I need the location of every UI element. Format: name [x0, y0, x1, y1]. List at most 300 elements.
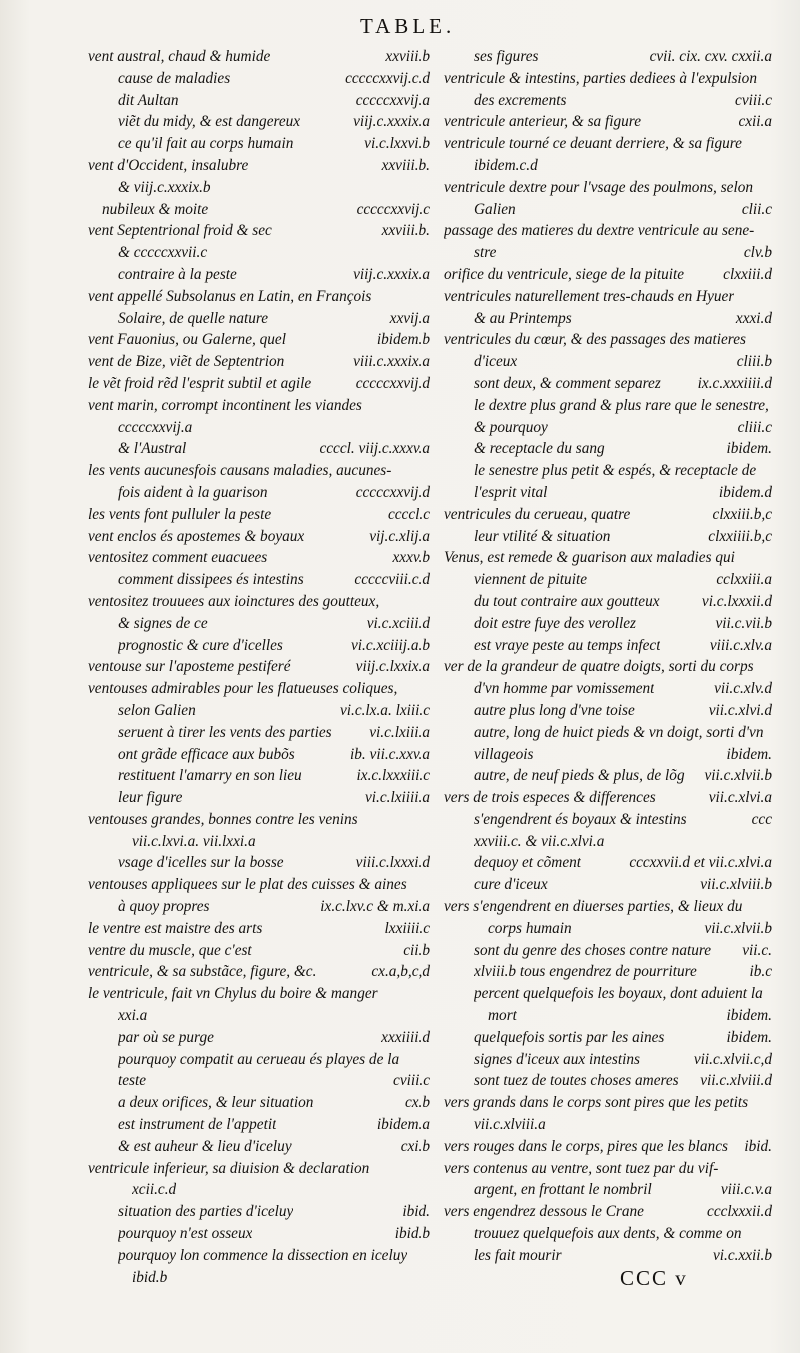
index-entry	[88, 395, 430, 417]
index-entry-reference: clxxiii.b,c	[712, 505, 772, 523]
index-entry-reference: viii.c.lxxxi.d	[355, 854, 430, 872]
index-entry-reference: vij.c.xlij.a	[369, 527, 430, 545]
index-entry	[88, 242, 430, 264]
index-entry-reference: xxxi.d	[735, 309, 772, 327]
index-entry	[444, 286, 772, 308]
index-entry-text: ventricule & intestins, parties dediees à l'expulsion	[444, 69, 757, 87]
index-entry-reference: ib. vii.c.xxv.a	[350, 745, 430, 763]
index-entry	[88, 1158, 430, 1180]
index-entry-text: dequoy et cõment	[474, 854, 582, 872]
index-entry-reference: vii.c.xlvii.b	[704, 919, 772, 937]
index-entry-text: vent enclos és apostemes & boyaux	[88, 527, 305, 545]
index-entry-text: vent Fauonius, ou Galerne, quel	[88, 331, 286, 349]
index-entry	[88, 351, 430, 373]
index-entry-text: ventricule anterieur, & sa figure	[444, 113, 641, 131]
index-entry	[444, 787, 772, 809]
index-entry	[88, 1136, 430, 1158]
index-entry-reference: cliii.c	[737, 418, 772, 436]
index-entry	[444, 1201, 772, 1223]
index-entry-reference: cvii. cix. cxv. cxxii.a	[649, 48, 772, 65]
index-entry-reference: xxviii.b.	[381, 156, 430, 174]
index-entry	[444, 744, 772, 766]
index-entry	[444, 68, 772, 90]
index-entry-reference: viij.c.lxxix.a	[355, 658, 430, 676]
index-entry	[88, 526, 430, 548]
index-entry	[444, 460, 772, 482]
index-entry-text: ventouses admirables pour les flatueuses coliques,	[88, 680, 398, 698]
index-entry	[444, 308, 772, 330]
index-entry	[444, 90, 772, 112]
index-entry	[88, 635, 430, 657]
index-entry-reference: vi.c.lx.a. lxiii.c	[339, 701, 430, 719]
index-entry	[88, 569, 430, 591]
index-entry	[88, 133, 430, 155]
index-entry-reference: ibid.b	[394, 1225, 430, 1243]
index-entry	[88, 1179, 430, 1201]
index-entry	[88, 482, 430, 504]
index-entry	[88, 329, 430, 351]
index-entry-reference: ibidem.	[726, 1028, 772, 1046]
index-entry-text: vers s'engendrent en diuerses parties, & lieux du	[444, 898, 743, 916]
index-entry	[444, 526, 772, 548]
index-entry-text: viennent de pituite	[474, 571, 587, 589]
index-entry-reference: ccc	[751, 810, 772, 828]
index-entry	[88, 373, 430, 395]
index-entry-text: pourquoy lon commence la dissection en iceluy	[118, 1246, 408, 1264]
index-entry-text: prognostic & cure d'icelles	[118, 636, 283, 654]
index-entry-text: vii.c.xlviii.a	[474, 1116, 546, 1134]
index-entry-reference: ix.c.lxxxiii.c	[356, 767, 430, 785]
index-entry-text: le ventre est maistre des arts	[88, 919, 263, 937]
index-entry	[444, 1179, 772, 1201]
index-entry-text: Venus, est remede & guarison aux maladies qui	[444, 549, 735, 567]
index-entry-reference: ibidem.	[726, 745, 772, 763]
index-entry-reference: vii.c.xlvi.d	[708, 701, 772, 719]
index-entry-text: & au Printemps	[474, 309, 572, 327]
index-entry	[444, 635, 772, 657]
index-entry	[88, 940, 430, 962]
index-entry-text: le senestre plus petit & espés, & receptacle de	[474, 462, 757, 480]
index-entry	[88, 460, 430, 482]
index-entry	[444, 438, 772, 460]
index-entry	[88, 722, 430, 744]
index-entry-text: ventricule, & sa substãce, figure, &c.	[88, 963, 317, 981]
index-entry-text: vent austral, chaud & humide	[88, 48, 271, 65]
index-entry-text: par où se purge	[118, 1028, 214, 1046]
index-entry-reference: xxxv.b	[392, 549, 430, 567]
index-entry-text: stre	[474, 244, 497, 262]
index-entry	[88, 286, 430, 308]
index-entry-reference: viii.c.xxxix.a	[353, 353, 430, 371]
index-entry-reference: ix.c.xxxiiii.d	[697, 374, 772, 392]
index-entry	[88, 46, 430, 68]
index-entry-reference: cccccxxvij.c.d	[345, 69, 430, 87]
index-entry-text: & receptacle du sang	[474, 440, 605, 458]
index-entry	[444, 395, 772, 417]
index-entry	[444, 765, 772, 787]
index-entry-text: leur vtilité & situation	[474, 527, 611, 545]
index-entry	[88, 1049, 430, 1071]
index-entry-text: s'engendrent és boyaux & intestins	[474, 810, 687, 828]
index-entry-reference: ibidem.a	[376, 1116, 430, 1134]
index-entry-text: ventouses grandes, bonnes contre les venins	[88, 810, 358, 828]
index-entry-reference: cccccxxvij.c	[356, 200, 430, 218]
index-entry-reference: cviii.c	[735, 91, 772, 109]
index-entry-reference: ibidem.	[726, 440, 772, 458]
index-entry-text: & viij.c.xxxix.b	[118, 178, 211, 196]
index-entry-reference: vii.c.xlviii.b	[700, 876, 772, 894]
index-entry-text: autre plus long d'vne toise	[474, 701, 635, 719]
index-entry	[444, 874, 772, 896]
index-entry-text: vers engendrez dessous le Crane	[444, 1203, 644, 1221]
index-entry	[88, 199, 430, 221]
index-entry	[444, 199, 772, 221]
index-entry-text: Galien	[474, 200, 516, 218]
index-entry-text: contraire à la peste	[118, 265, 237, 283]
index-entry-reference: ibidem.d	[718, 483, 772, 501]
index-entry-text: ventre du muscle, que c'est	[88, 941, 252, 959]
index-entry-reference: cccxxvii.d et vii.c.xlvi.a	[629, 854, 772, 872]
index-entry	[444, 983, 772, 1005]
index-entry	[444, 831, 772, 853]
index-entry-text: ibidem.c.d	[474, 156, 538, 174]
index-entry	[444, 1245, 772, 1267]
index-entry-text: quelquefois sortis par les aines	[474, 1028, 665, 1046]
index-entry-reference: vii.c.xlv.d	[714, 680, 772, 698]
index-entry	[444, 569, 772, 591]
index-entry-text: seruent à tirer les vents des parties	[118, 723, 332, 741]
index-entry-reference: viii.c.v.a	[720, 1181, 772, 1199]
index-entry-reference: vii.c.xlvii.c,d	[693, 1050, 772, 1068]
index-entry-text: leur figure	[118, 789, 183, 807]
index-entry-text: & signes de ce	[118, 614, 208, 632]
index-entry-text: ventricules du cœur, & des passages des matieres	[444, 331, 746, 349]
index-entry-reference: cii.b	[403, 941, 430, 959]
index-entry	[88, 831, 430, 853]
index-entry	[88, 1114, 430, 1136]
index-entry-reference: cccccxxvij.a	[355, 91, 430, 109]
index-entry-reference: vi.c.lxxvi.b	[364, 135, 430, 153]
index-entry-reference: ix.c.lxv.c & m.xi.a	[320, 898, 430, 916]
index-entry-text: pourquoy compatit au cerueau és playes de la	[118, 1050, 400, 1068]
index-entry	[444, 613, 772, 635]
index-entry	[444, 1049, 772, 1071]
index-entry	[444, 329, 772, 351]
index-entry	[444, 896, 772, 918]
index-entry-text: situation des parties d'iceluy	[118, 1203, 294, 1221]
index-entry	[88, 177, 430, 199]
index-entry-reference: clxxiiii.b,c	[708, 527, 772, 545]
index-entry-text: autre, de neuf pieds & plus, de lõg	[474, 767, 685, 785]
index-entry-text: est vraye peste au temps infect	[474, 636, 661, 654]
index-entry-text: & pourquoy	[474, 418, 548, 436]
index-entry	[444, 155, 772, 177]
index-entry-reference: viii.c.xlv.a	[709, 636, 772, 654]
index-entry-reference: cliii.b	[736, 353, 772, 371]
index-entry-text: cccccxxvij.a	[118, 418, 193, 436]
index-entry-text: percent quelquefois les boyaux, dont aduient la	[474, 985, 763, 1003]
index-entry	[444, 220, 772, 242]
index-entry	[88, 591, 430, 613]
index-entry-reference: vii.c.xlviii.d	[700, 1072, 772, 1090]
index-entry-text: vsage d'icelles sur la bosse	[118, 854, 284, 872]
index-entry	[444, 242, 772, 264]
index-entry-reference: ibidem.b	[376, 331, 430, 349]
index-entry-text: fois aident à la guarison	[118, 483, 268, 501]
index-entry-reference: ibidem.	[726, 1007, 772, 1025]
index-entry-text: d'vn homme par vomissement	[474, 680, 655, 698]
index-entry-text: ventricule inferieur, sa diuision & declaration	[88, 1159, 370, 1177]
index-entry-reference: ib.c	[749, 963, 772, 981]
catchword: CCC v	[620, 1266, 688, 1290]
index-entry-text: passage des matieres du dextre ventricule au sene-	[444, 222, 755, 240]
index-entry	[444, 264, 772, 286]
index-entry-text: est instrument de l'appetit	[118, 1116, 277, 1134]
index-entry	[88, 1005, 430, 1027]
index-entry-reference: cccccxxvij.d	[355, 374, 430, 392]
index-entry-text: vent Septentrional froid & sec	[88, 222, 272, 240]
index-entry-reference: vi.c.lxiiii.a	[365, 789, 430, 807]
index-entry-reference: lxxiiii.c	[384, 919, 430, 937]
index-entry-text: vii.c.lxvi.a. vii.lxxi.a	[132, 832, 256, 850]
index-entry-reference: clv.b	[743, 244, 772, 262]
index-entry-text: les fait mourir	[474, 1246, 562, 1264]
index-entry	[444, 417, 772, 439]
index-entry-text: dit Aultan	[118, 91, 179, 109]
index-entry	[444, 700, 772, 722]
index-entry	[444, 809, 772, 831]
index-entry-text: trouuez quelquefois aux dents, & comme on	[474, 1225, 742, 1243]
index-entry-reference: cclxxiii.a	[716, 571, 772, 589]
index-entry	[88, 613, 430, 635]
index-entry-text: ver de la grandeur de quatre doigts, sorti du corps	[444, 658, 754, 676]
index-entry-text: xlviii.b tous engendrez de pourriture	[474, 963, 697, 981]
index-entry-text: d'iceux	[474, 353, 518, 371]
index-entry	[88, 983, 430, 1005]
index-entry-text: comment dissipees és intestins	[118, 571, 304, 589]
index-entry	[444, 373, 772, 395]
index-entry-reference: ccccl.c	[387, 505, 430, 523]
index-entry	[444, 1092, 772, 1114]
index-entry-text: vent appellé Subsolanus en Latin, en François	[88, 287, 372, 305]
index-entry-text: ibid.b	[132, 1268, 168, 1286]
index-entry-text: du tout contraire aux goutteux	[474, 592, 660, 610]
index-entry-text: cure d'iceux	[474, 876, 548, 894]
index-entry	[88, 504, 430, 526]
index-entry-text: & l'Austral	[118, 440, 187, 458]
index-entry	[444, 591, 772, 613]
index-entry-reference: cxi.b	[400, 1137, 430, 1155]
index-entry-text: vent de Bize, viẽt de Septentrion	[88, 353, 285, 371]
index-entry	[444, 1136, 772, 1158]
index-entry-reference: ibid.	[402, 1203, 430, 1221]
index-entry	[88, 1223, 430, 1245]
index-entry	[88, 809, 430, 831]
index-entry-text: pourquoy n'est osseux	[118, 1225, 253, 1243]
index-entry	[88, 547, 430, 569]
index-entry-reference: vii.c.xlvi.a	[708, 789, 772, 807]
index-entry-text: ses figures	[474, 48, 539, 65]
index-entry-text: vers rouges dans le corps, pires que les blancs	[444, 1137, 728, 1155]
index-entry	[444, 547, 772, 569]
index-entry	[88, 744, 430, 766]
index-entry-reference: cx.a,b,c,d	[371, 963, 430, 981]
index-entry	[444, 961, 772, 983]
index-entry	[88, 155, 430, 177]
index-entry	[88, 765, 430, 787]
index-entry-text: ventricules naturellement tres-chauds en Hyuer	[444, 287, 735, 305]
index-entry-text: ventricule tourné ce deuant derriere, & sa figure	[444, 135, 742, 153]
index-entry	[88, 961, 430, 983]
index-entry	[88, 656, 430, 678]
index-entry-text: restituent l'amarry en son lieu	[118, 767, 302, 785]
index-entry	[88, 1027, 430, 1049]
index-entry-reference: vi.c.xciiij.a.b	[350, 636, 430, 654]
index-entry	[444, 1114, 772, 1136]
index-entry-reference: vi.c.xxii.b	[712, 1246, 772, 1264]
index-entry-text: ce qu'il fait au corps humain	[118, 135, 294, 153]
index-entry-text: vers de trois especes & differences	[444, 789, 656, 807]
index-entry-text: les vents font pulluler la peste	[88, 505, 272, 523]
index-entry	[444, 656, 772, 678]
index-entry	[88, 438, 430, 460]
index-entry-reference: vii.c.xlvii.b	[704, 767, 772, 785]
index-entry	[88, 308, 430, 330]
index-entry	[444, 111, 772, 133]
index-entry-text: ont grãde efficace aux bubõs	[118, 745, 295, 763]
index-entry-text: & est auheur & lieu d'iceluy	[118, 1137, 292, 1155]
index-entry-text: xcii.c.d	[132, 1181, 177, 1199]
index-entry	[444, 940, 772, 962]
index-entry	[444, 133, 772, 155]
index-entry	[88, 1092, 430, 1114]
index-entry	[444, 504, 772, 526]
index-entry	[88, 68, 430, 90]
index-entry	[88, 417, 430, 439]
index-entry-text: doit estre fuye des verollez	[474, 614, 636, 632]
index-entry-text: ventositez trouuees aux ioinctures des goutteux,	[88, 592, 380, 610]
index-entry-text: sont tuez de toutes choses ameres	[474, 1072, 679, 1090]
index-entry	[88, 874, 430, 896]
index-entry	[88, 678, 430, 700]
index-entry-text: corps humain	[488, 919, 572, 937]
index-entry-text: ventouses appliquees sur le plat des cuisses & aines	[88, 876, 407, 894]
index-entry	[444, 1070, 772, 1092]
index-entry-reference: cxii.a	[738, 113, 772, 131]
index-entry-text: le ventricule, fait vn Chylus du boire & manger	[88, 985, 378, 1003]
index-entry-reference: clxxiii.d	[723, 265, 772, 283]
index-entry-reference: xxvij.a	[389, 309, 430, 327]
index-entry-reference: viij.c.xxxix.a	[353, 265, 430, 283]
index-column-left	[88, 46, 430, 1288]
index-entry-text: villageois	[474, 745, 534, 763]
index-entry-reference: vi.c.xciii.d	[366, 614, 430, 632]
index-entry-text: des excrements	[474, 91, 567, 109]
index-entry-text: cause de maladies	[118, 69, 231, 87]
index-entry-reference: cccccviii.c.d	[354, 571, 430, 589]
index-entry-text: l'esprit vital	[474, 483, 548, 501]
index-entry	[444, 678, 772, 700]
index-entry	[444, 177, 772, 199]
index-entry-text: ventricules du cerueau, quatre	[444, 505, 631, 523]
index-entry	[88, 220, 430, 242]
index-entry-text: & cccccxxvii.c	[118, 244, 208, 262]
index-entry	[444, 482, 772, 504]
index-entry-reference: ccccl. viij.c.xxxv.a	[319, 440, 430, 458]
index-entry-text: vent marin, corrompt incontinent les viandes	[88, 396, 362, 414]
index-entry-reference: xxviii.b.	[381, 222, 430, 240]
index-entry-reference: cccccxxvij.d	[355, 483, 430, 501]
index-entry	[88, 1245, 430, 1267]
index-entry	[444, 1005, 772, 1027]
index-entry-text: mort	[488, 1007, 517, 1025]
index-entry-text: signes d'iceux aux intestins	[474, 1050, 640, 1068]
index-entry-text: a deux orifices, & leur situation	[118, 1094, 314, 1112]
index-entry	[444, 918, 772, 940]
index-entry	[88, 90, 430, 112]
index-entry-text: ventositez comment euacuees	[88, 549, 268, 567]
index-entry	[88, 787, 430, 809]
index-entry	[444, 852, 772, 874]
index-entry-reference: cviii.c	[393, 1072, 430, 1090]
page-title: TABLE.	[360, 14, 456, 38]
index-entry-text: à quoy propres	[118, 898, 210, 916]
index-entry	[444, 1223, 772, 1245]
index-entry-reference: vi.c.lxxxii.d	[701, 592, 772, 610]
index-entry-text: xxi.a	[118, 1007, 148, 1025]
index-entry	[88, 1267, 430, 1289]
index-entry-text: nubileux & moite	[102, 200, 209, 218]
index-entry-text: sont deux, & comment separez	[474, 374, 661, 392]
index-entry	[444, 722, 772, 744]
index-entry	[88, 918, 430, 940]
index-entry-text: vent d'Occident, insalubre	[88, 156, 249, 174]
index-entry-reference: cx.b	[404, 1094, 430, 1112]
index-entry-reference: viij.c.xxxix.a	[353, 113, 430, 131]
index-entry	[88, 700, 430, 722]
index-entry	[88, 264, 430, 286]
index-entry-text: sont du genre des choses contre nature	[474, 941, 712, 959]
index-entry-reference: xxxiiii.d	[381, 1028, 430, 1046]
index-entry-text: viẽt du midy, & est dangereux	[118, 113, 301, 131]
index-entry-text: argent, en frottant le nombril	[474, 1181, 652, 1199]
index-entry-reference: ccclxxxii.d	[707, 1203, 772, 1221]
index-entry-text: vers grands dans le corps sont pires que les petits	[444, 1094, 749, 1112]
index-entry-text: Solaire, de quelle nature	[118, 309, 269, 327]
index-entry	[444, 46, 772, 68]
index-entry	[88, 1201, 430, 1223]
index-entry-text: vers contenus au ventre, sont tuez par du vif-	[444, 1159, 719, 1177]
index-entry	[88, 1070, 430, 1092]
index-entry	[444, 1158, 772, 1180]
index-entry	[444, 351, 772, 373]
index-entry	[88, 852, 430, 874]
index-entry-text: orifice du ventricule, siege de la pituite	[444, 265, 685, 283]
index-entry-text: teste	[118, 1072, 147, 1090]
index-entry-text: les vents aucunesfois causans maladies, aucunes-	[88, 462, 392, 480]
index-entry-text: ventricule dextre pour l'vsage des poulmons, selon	[444, 178, 753, 196]
index-entry-text: le vẽt froid rẽd l'esprit subtil et agile	[88, 374, 312, 392]
index-entry	[88, 111, 430, 133]
index-entry-reference: clii.c	[741, 200, 772, 218]
index-entry-text: selon Galien	[118, 701, 196, 719]
index-entry-text: le dextre plus grand & plus rare que le senestre,	[474, 396, 769, 414]
index-entry-reference: vii.c.vii.b	[715, 614, 772, 632]
index-entry-reference: vi.c.lxiii.a	[369, 723, 430, 741]
index-column-right	[444, 46, 772, 1267]
index-entry-text: autre, long de huict pieds & vn doigt, sorti d'vn	[474, 723, 764, 741]
index-entry-reference: vii.c.	[742, 941, 772, 959]
